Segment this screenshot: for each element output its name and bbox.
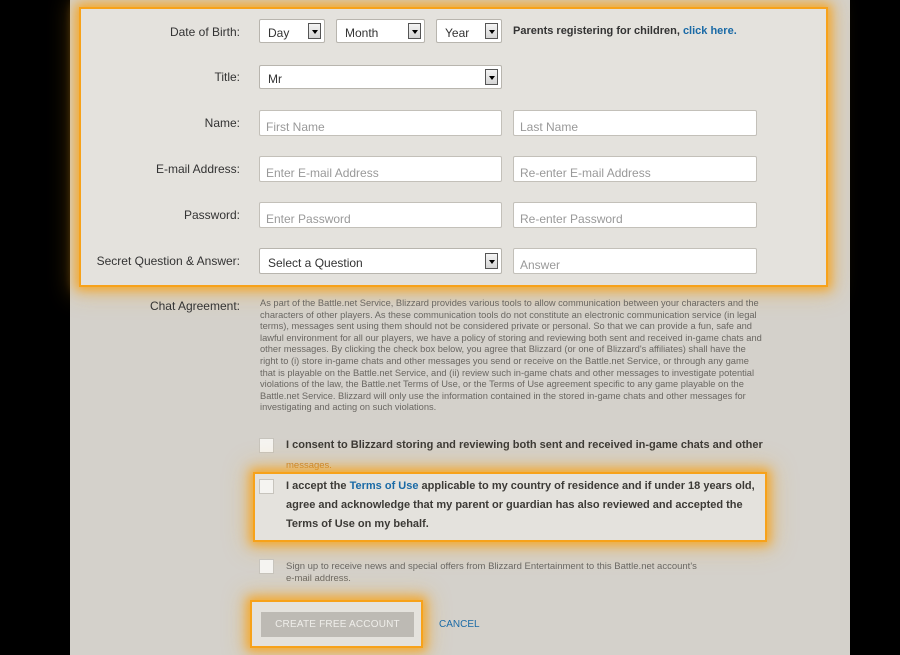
chat-consent-text: I consent to Blizzard storing and reviewing both sent and received in-game chats and other bbox=[286, 439, 763, 451]
parents-click-here-link[interactable]: click here. bbox=[682, 25, 737, 37]
dob-month-select[interactable] bbox=[336, 19, 425, 43]
terms-prefix: I accept the bbox=[286, 480, 347, 492]
first-name-input[interactable] bbox=[259, 110, 502, 136]
last-name-input[interactable] bbox=[513, 110, 757, 136]
dob-label: Date of Birth: bbox=[169, 25, 240, 39]
newsletter-text-line1: Sign up to receive news and special offers from Blizzard Entertainment to this Battle.net account's bbox=[286, 561, 697, 572]
chevron-down-icon bbox=[308, 23, 321, 39]
dob-year-select[interactable] bbox=[436, 19, 502, 43]
parents-note bbox=[513, 25, 737, 37]
chevron-down-icon bbox=[485, 253, 498, 269]
title-value: Mr bbox=[268, 72, 282, 86]
chat-agreement-label: Chat Agreement: bbox=[149, 299, 240, 313]
secret-answer-input[interactable] bbox=[513, 248, 757, 274]
registration-page bbox=[70, 0, 850, 655]
terms-text-line1 bbox=[286, 477, 755, 496]
email-label: E-mail Address: bbox=[155, 162, 240, 176]
chevron-down-icon bbox=[408, 23, 421, 39]
create-free-account-button[interactable]: CREATE FREE ACCOUNT bbox=[261, 612, 414, 637]
terms-suffix: applicable to my country of residence and if under 18 years old, bbox=[421, 480, 755, 492]
dob-month-value: Month bbox=[345, 26, 379, 40]
chat-agreement-text: As part of the Battle.net Service, Blizzard provides various tools to allow communication between your characters and the characters of other players. As these communication tools do not constitute an electronic communication service (in legal terms), messages sent using them should not be considered private or personal. So that we can provide a fun, safe and lawful environment for all our players, we have a policy of storing and reviewing both sent and received in-game chats and other messages. By clicking the check box below, you agree that Blizzard (or one of Blizzard's affiliates) shall have the right to (i) store in-game chats and other messages you send or receive on the Battle.net Service, or through any game that is playable on the Battle.net Service, and (ii) review such in-game chats and other messages to investigate potential violations of the law, the Battle.net Terms of Use, or the Terms of Use agreement specific to any game playable on the Battle.net Service. Blizzard will only use the information contained in the stored in-game chats and other messages for investigating and acting on such violations. bbox=[260, 298, 762, 413]
email-input[interactable] bbox=[259, 156, 502, 182]
title-select[interactable] bbox=[259, 65, 502, 89]
newsletter-text-line2: e-mail address. bbox=[286, 573, 351, 584]
chat-consent-checkbox[interactable] bbox=[259, 438, 274, 453]
title-label: Title: bbox=[214, 70, 240, 84]
terms-text-line3: Terms of Use on my behalf. bbox=[286, 518, 429, 530]
name-label: Name: bbox=[204, 116, 240, 130]
dob-day-value: Day bbox=[268, 26, 290, 40]
dob-day-select[interactable] bbox=[259, 19, 325, 43]
newsletter-checkbox[interactable] bbox=[259, 559, 274, 574]
personal-info-highlight bbox=[79, 7, 828, 287]
terms-text-line2: agree and acknowledge that my parent or guardian has also reviewed and accepted the bbox=[286, 499, 743, 511]
terms-checkbox[interactable] bbox=[259, 479, 274, 494]
password-input[interactable] bbox=[259, 202, 502, 228]
chevron-down-icon bbox=[485, 23, 498, 39]
dob-year-value: Year bbox=[445, 26, 470, 40]
secret-question-value: Select a Question bbox=[268, 256, 363, 270]
email-confirm-input[interactable] bbox=[513, 156, 757, 182]
chevron-down-icon bbox=[485, 69, 498, 85]
password-label: Password: bbox=[183, 208, 240, 222]
parents-note-text: Parents registering for children, bbox=[513, 25, 680, 37]
password-confirm-input[interactable] bbox=[513, 202, 757, 228]
chat-consent-text-cont: messages. bbox=[286, 460, 332, 471]
cancel-link[interactable]: CANCEL bbox=[439, 619, 480, 630]
secret-question-label: Secret Question & Answer: bbox=[96, 254, 240, 268]
secret-question-select[interactable] bbox=[259, 248, 502, 274]
terms-of-use-link[interactable]: Terms of Use bbox=[349, 480, 419, 492]
